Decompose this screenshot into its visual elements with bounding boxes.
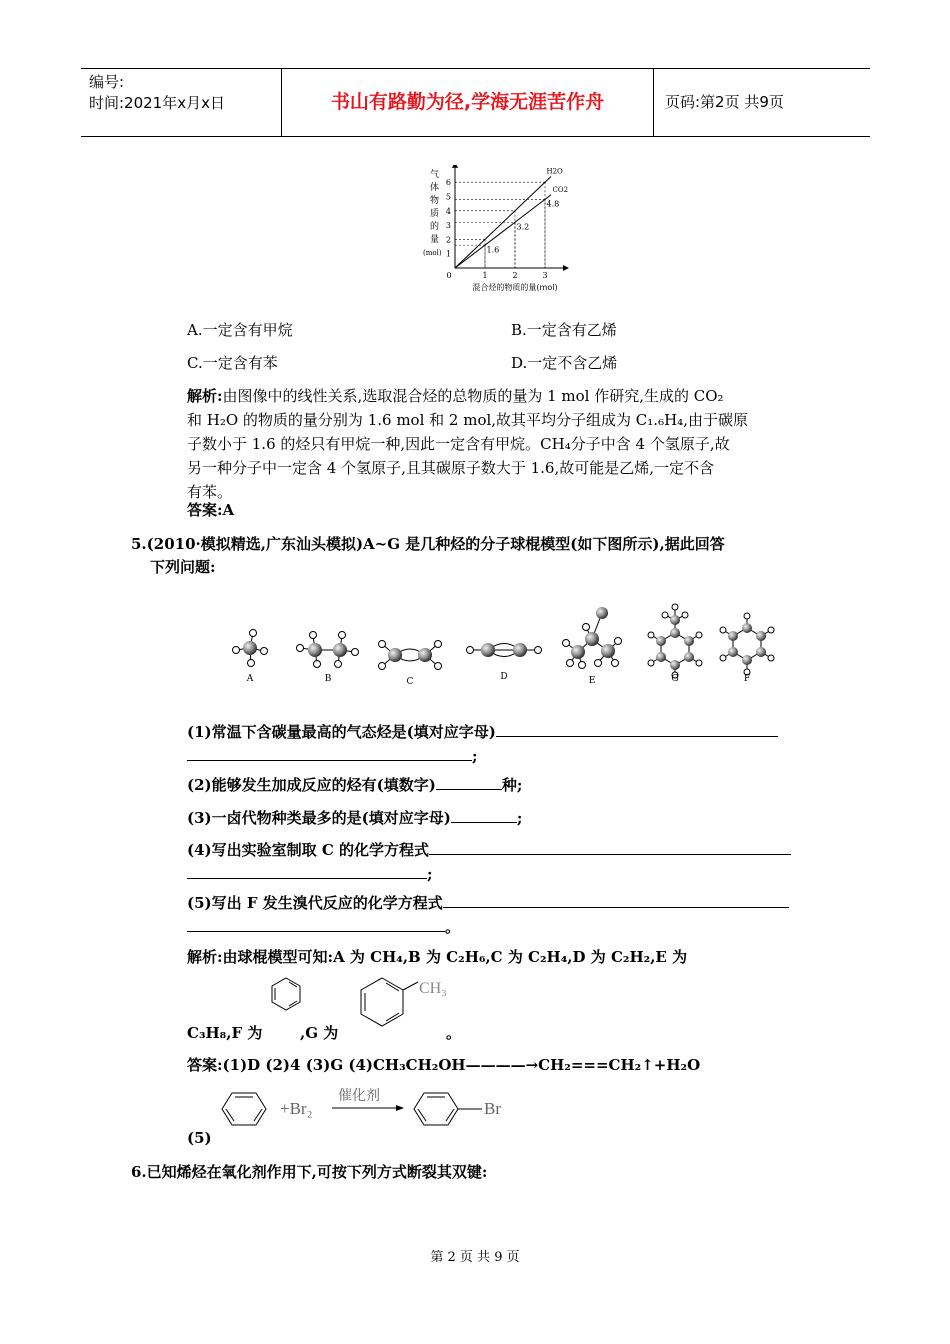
- answer-blank-4b[interactable]: [187, 864, 427, 879]
- q5-sub-2-end: 种;: [501, 776, 523, 794]
- q5-stem-2: 下列问题:: [150, 558, 216, 576]
- answer-blank-1[interactable]: [496, 722, 778, 737]
- benzene-structure: [272, 978, 300, 1010]
- q4-answer: 答案:A: [187, 501, 235, 519]
- br-label: Br: [484, 1099, 501, 1118]
- q5-sub-1-text: (1)常温下含碳量最高的气态烃是(填对应字母): [187, 723, 496, 741]
- q5-sub-3-text: (3)一卤代物种类最多的是(填对应字母): [187, 809, 451, 827]
- y-tick-label: 5: [445, 192, 451, 202]
- q6-stem: 6.已知烯烃在氧化剂作用下,可按下列方式断裂其双键:: [131, 1163, 488, 1181]
- y-axis-label-char: 质: [430, 209, 440, 219]
- q5-sub-5-text: (5)写出 F 发生溴代反应的化学方程式: [187, 894, 443, 912]
- q5-answer-5: (5): [187, 1129, 212, 1147]
- analysis-line-4: 另一种分子中一定含 4 个氢原子,且其碳原子数大于 1.6,故可能是乙烯,一定不含: [187, 459, 715, 477]
- series-line-co2: [455, 195, 551, 268]
- model-d: [467, 643, 542, 657]
- model-g: [648, 604, 702, 678]
- benzene-reactant: [222, 1093, 266, 1125]
- code-label: 编号:: [89, 73, 125, 91]
- catalyst-label: 催化剂: [338, 1087, 380, 1103]
- ch3-label: CH₃: [419, 980, 447, 997]
- analysis-line-2: 和 H₂O 的物质的量分别为 1.6 mol 和 2 mol,故其平均分子组成为 C₁.₆H₄,由于碳原: [187, 411, 748, 429]
- header-left-cell: [81, 69, 282, 136]
- model-label-e: E: [588, 676, 596, 686]
- y-tick-label: 2: [445, 235, 451, 245]
- series-label-co2: CO2: [552, 186, 569, 195]
- q5-sub-3-end: ;: [516, 809, 523, 827]
- q5-stem-1: 5.(2010·模拟精选,广东汕头模拟)A~G 是几种烃的分子球棍模型(如下图所示),据此回答: [131, 535, 725, 553]
- answer-blank-5[interactable]: [443, 893, 789, 908]
- annotation-label: 3.2: [516, 222, 530, 232]
- q5-sub-2: [187, 773, 522, 797]
- footer-page: 第 2 页 共 9 页: [430, 1250, 520, 1265]
- analysis-line-5: 有苯。: [187, 483, 233, 501]
- q5-sub-1: [187, 720, 778, 744]
- q5-sub-5-end: 。: [445, 918, 461, 936]
- series-line-h2o: [455, 176, 551, 268]
- molecule-models: [220, 595, 790, 690]
- option-c: C.一定含有苯: [187, 354, 278, 372]
- toluene-structure: [361, 978, 418, 1026]
- model-e: [563, 607, 622, 669]
- answer-blank-2[interactable]: [436, 775, 502, 790]
- answer-blank-3[interactable]: [451, 808, 517, 823]
- q5-sub-5-cont: [187, 915, 460, 939]
- q5-analysis-1: 解析:由球棍模型可知:A 为 CH₄,B 为 C₂H₆,C 为 C₂H₄,D 为 C₂H₂,E 为: [187, 948, 688, 966]
- model-f: [720, 613, 774, 675]
- header-table: [81, 68, 870, 137]
- x-tick-label: 1: [482, 271, 488, 280]
- model-label-b: B: [324, 674, 332, 684]
- q5-sub-5: [187, 891, 789, 915]
- q5-sub-1-end: ;: [472, 747, 478, 765]
- q5-sub-4: [187, 838, 791, 862]
- q5-sub-1-cont: [187, 744, 478, 768]
- model-label-c: C: [406, 677, 414, 687]
- x-axis-label: 混合烃的物质的量(mol): [472, 283, 558, 292]
- model-label-a: A: [246, 674, 254, 684]
- annotation-label: 4.8: [546, 199, 560, 209]
- annotation-label: 1.6: [486, 245, 500, 255]
- analysis-label: 解析:: [187, 387, 223, 405]
- model-label-g: G: [671, 674, 679, 684]
- model-label-d: D: [500, 672, 508, 682]
- y-axis-label-char: 气: [430, 170, 440, 180]
- q5-analysis-2c: 。: [446, 1024, 462, 1042]
- q5-answer-line: 答案:(1)D (2)4 (3)G (4)CH₃CH₂OH————→CH₂===CH₂↑+H₂O: [187, 1056, 701, 1074]
- q5-analysis-2a: C₃H₈,F 为: [187, 1024, 263, 1042]
- model-b: [297, 632, 359, 668]
- x-tick-label: 3: [542, 271, 548, 280]
- q4-analysis: [187, 384, 807, 504]
- model-a: [233, 630, 268, 667]
- y-tick-label: 6: [445, 178, 451, 188]
- y-axis-arrow: [452, 165, 458, 168]
- x-tick-label: 0: [446, 271, 452, 280]
- q5-sub-4-cont: [187, 862, 433, 886]
- q5-analysis-2b: ,G 为: [300, 1024, 339, 1042]
- y-tick-label: 4: [445, 206, 451, 216]
- gas-amount-chart: [420, 165, 580, 300]
- q5-sub-3: [187, 806, 522, 830]
- y-axis-label-char: 物: [430, 196, 440, 206]
- q5-sub-4-text: (4)写出实验室制取 C 的化学方程式: [187, 841, 430, 859]
- answer-blank-1b[interactable]: [187, 746, 472, 761]
- answer-blank-5b[interactable]: [187, 917, 445, 932]
- y-axis-label-char: 的: [430, 222, 440, 232]
- q5-sub-2-text: (2)能够发生加成反应的烃有(填数字): [187, 776, 436, 794]
- br2-label: +Br₂: [280, 1099, 313, 1118]
- reaction-arrowhead: [396, 1105, 404, 1111]
- page-label: 页码:第2页 共9页: [665, 93, 784, 111]
- analysis-line-3: 子数小于 1.6 的烃只有甲烷一种,因此一定含有甲烷。CH₄分子中含 4 个氢原子,故: [187, 435, 730, 453]
- x-tick-label: 2: [512, 271, 518, 280]
- option-d: D.一定不含乙烯: [511, 354, 618, 372]
- option-a: A.一定含有甲烷: [187, 321, 293, 339]
- y-axis-label-unit: (mol): [423, 249, 442, 257]
- y-axis-label-char: 量: [430, 235, 440, 245]
- y-axis-label-char: 体: [430, 183, 440, 193]
- motto: 书山有路勤为径,学海无涯苦作舟: [282, 69, 654, 136]
- y-tick-label: 1: [445, 249, 451, 259]
- date-label: 时间:2021年x月x日: [89, 94, 225, 112]
- bromobenzene-product: [414, 1093, 482, 1125]
- series-label-h2o: H2O: [546, 167, 563, 176]
- analysis-line-1: 由图像中的线性关系,选取混合烃的总物质的量为 1 mol 作研究,生成的 CO₂: [222, 387, 724, 405]
- y-tick-label: 3: [445, 221, 451, 231]
- q5-sub-4-end: ;: [427, 865, 433, 883]
- model-c: [379, 641, 442, 670]
- structures-f-g: [262, 972, 452, 1030]
- bromination-reaction: [210, 1080, 520, 1130]
- answer-blank-4[interactable]: [429, 840, 791, 855]
- option-b: B.一定含有乙烯: [511, 321, 617, 339]
- model-label-f: F: [743, 674, 751, 684]
- x-axis-arrow: [563, 265, 569, 271]
